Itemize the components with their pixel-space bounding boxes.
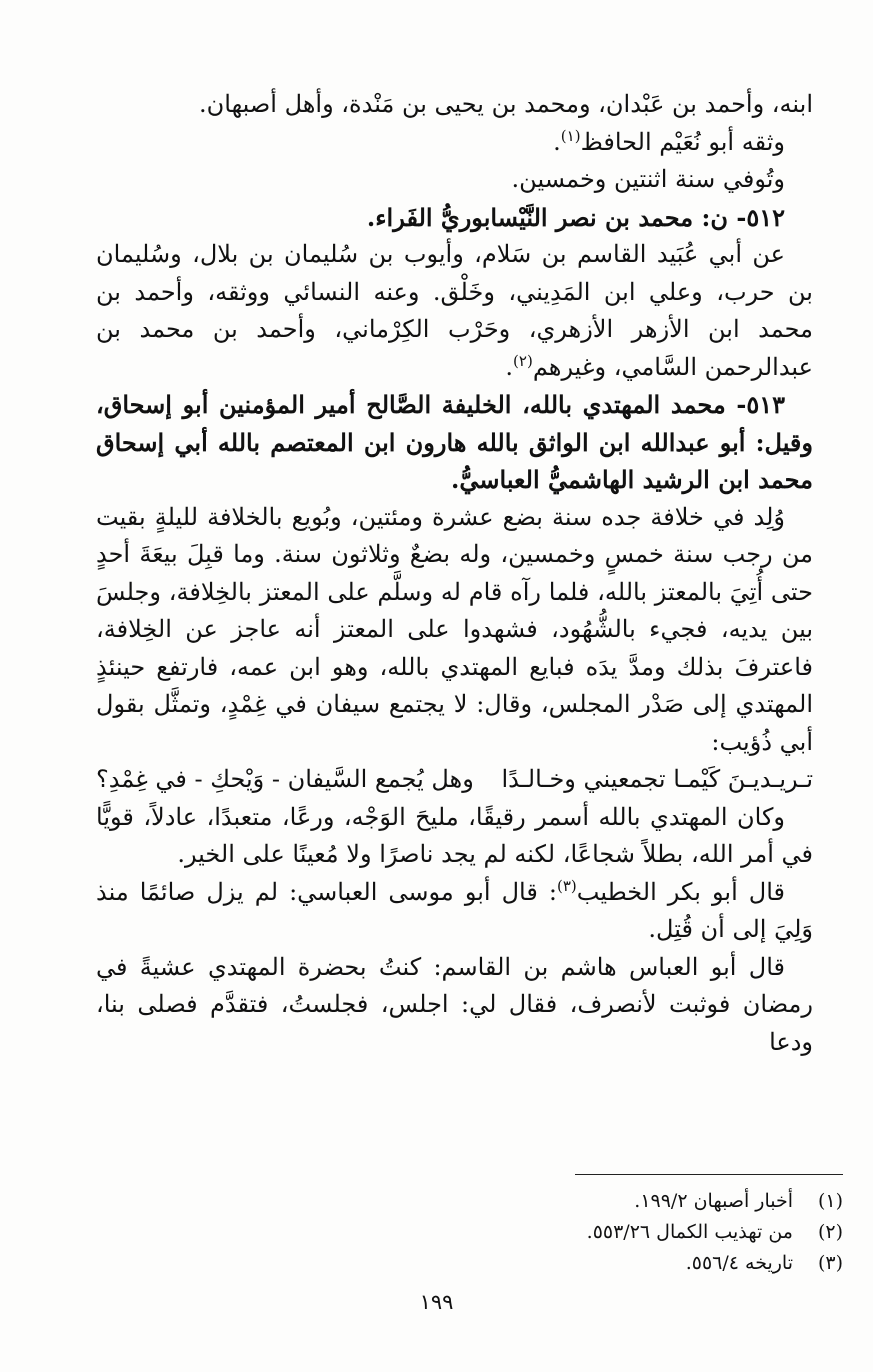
footnote-number: (٢)	[817, 1221, 843, 1243]
footnote-1	[343, 1186, 843, 1217]
footnote-text: تاريخه ٥٥٦/٤.	[685, 1252, 793, 1274]
footnote-3	[343, 1248, 843, 1279]
footnote-text: من تهذيب الكمال ٥٥٣/٢٦.	[586, 1221, 793, 1243]
footnote-ref-3[interactable]: (٣)	[556, 876, 577, 895]
paragraph-hashim: قال أبو العباس هاشم بن القاسم: كنتُ بحضرة المهتدي عشيةً في رمضان فوثبت لأنصرف، فقال لي: اجلس، فجلستُ، فتقدَّم فصلى بنا، ودعا	[96, 952, 813, 1056]
entry-513-number: ٥١٣-	[736, 390, 785, 419]
paragraph-students: ابنه، وأحمد بن عَبْدان، ومحمد بن يحيى بن مَنْدة، وأهل أصبهان.	[199, 90, 813, 118]
khatib-text: قال أبو بكر الخطيب	[576, 877, 786, 906]
khatib-rest: : قال أبو موسى العباسي: لم يزل صائمًا منذ وَلِيَ إلى أن قُتِل.	[96, 877, 813, 943]
entry-512-text	[96, 236, 813, 386]
paragraph-birth: وُلِد في خلافة جده سنة بضع عشرة ومئتين، وبُويع بالخلافة لليلةٍ بقيت من رجب سنة خمسٍ وخمسين، وله بضعٌ وثلاثون سنة. وما قبِلَ بيعَةَ أحدٍ حتى أُتِيَ بالمعتز بالله، فلما رآه قام له وسلَّم على المعتز بالخِلافة، وجلسَ بين يديه، فجيء بالشُّهُود، فشهدوا على المعتز أنه عاجز عن الخِلافة، فاعترفَ بذلك ومدَّ يدَه فبايع المهتدي بالله، وهو ابن عمه، فارتفع حينئذٍ المهتدي إلى صَدْر المجلس، وقال: لا يجتمع سيفان في غِمْدٍ، وتمثَّل بقول أبي ذُؤيب:	[96, 502, 814, 756]
footnote-2	[343, 1217, 843, 1248]
entry-513-heading	[96, 386, 813, 499]
trust-text: وثقه أبو نُعَيْم الحافظ	[580, 127, 785, 156]
entry-512-end: .	[505, 352, 514, 381]
poetry-verse	[96, 761, 813, 799]
entry-512-heading	[96, 199, 813, 237]
footnote-separator	[575, 1174, 843, 1175]
footnote-text: أخبار أصبهان ١٩٩/٢.	[634, 1190, 793, 1212]
verse-first-hemistich: تـريـديـنَ كَيْمـا تجمعيني وخـالـدًا	[501, 765, 813, 793]
entry-512-title: محمد بن نصر النَّيْسابوريُّ الفَراء.	[366, 202, 694, 232]
footnotes	[343, 1186, 843, 1279]
paragraph-trust	[96, 124, 813, 162]
entry-513-title: محمد المهتدي بالله، الخليفة الصَّالح أمير المؤمنين أبو إسحاق، وقيل: أبو عبدالله ابن الواثق بالله هارون ابن المعتصم بالله أبي إسحاق محمد ابن الرشيد الهاشميُّ العباسيُّ.	[96, 390, 813, 494]
paragraph-description: وكان المهتدي بالله أسمر رقيقًا، مليحَ الوَجْه، ورعًا، متعبدًا، عادلاً، قويًّا في أمر الله، بطلاً شجاعًا، لكنه لم يجد ناصرًا ولا مُعينًا على الخير.	[96, 802, 813, 868]
verse-second-hemistich: وهل يُجمع السَّيفان - وَيْحكِ - في غِمْدِ؟	[96, 765, 474, 793]
paragraph-khatib	[96, 874, 813, 949]
entry-512-body: عن أبي عُبَيد القاسم بن سَلام، وأيوب بن سُليمان بن بلال، وسُليمان بن حرب، وعلي ابن المَدِيني، وخَلْق. وعنه النسائي ووثقه، وأحمد بن محمد ابن الأزهر الأزهري، وحَرْب الكِرْماني، وأحمد بن محمد بن عبدالرحمن السَّامي، وغيرهم	[96, 240, 813, 381]
main-text	[96, 86, 813, 1061]
footnote-number: (٣)	[817, 1252, 843, 1274]
paragraph-death: وتُوفي سنة اثنتين وخمسين.	[511, 165, 785, 193]
footnote-ref-2[interactable]: (٢)	[513, 351, 533, 370]
entry-512-number: ٥١٢- ن:	[701, 202, 785, 232]
trust-end: .	[553, 127, 561, 156]
footnote-ref-1[interactable]: (١)	[560, 126, 581, 145]
footnote-number: (١)	[817, 1190, 843, 1212]
page-number: ١٩٩	[419, 1290, 454, 1314]
